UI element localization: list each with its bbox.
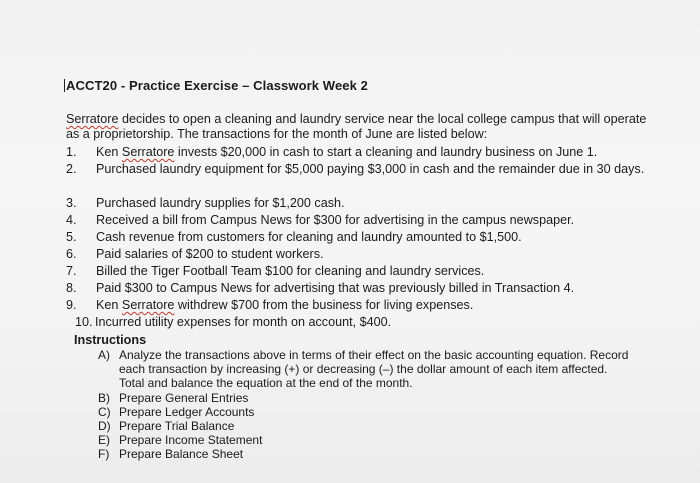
instruction-label: D) (98, 419, 111, 433)
transaction-text: Purchased laundry equipment for $5,000 paying $3,000 in cash and the remainder due in 30 days. (96, 162, 645, 176)
instruction-label: A) (98, 348, 110, 362)
spellcheck-name: Serratore (66, 112, 119, 126)
instruction-text: Analyze the transactions above in terms of their effect on the basic accounting equation. Record each transaction by increasing (+) or decreasing (–) the dollar amount of each item affected. Total and balance the equation at the end of the month. (119, 348, 629, 390)
transaction-number: 8. (66, 281, 77, 295)
title-text: ACCT20 - Practice Exercise – Classwork Week 2 (66, 78, 368, 93)
transaction-number: 3. (66, 196, 77, 210)
transaction-number: 9. (66, 298, 77, 312)
instruction-label: F) (98, 447, 110, 461)
transaction-number: 4. (66, 213, 77, 227)
instruction-text: Prepare Ledger Accounts (119, 405, 255, 419)
instruction-text: Prepare Balance Sheet (119, 447, 244, 461)
instructions-heading: Instructions (74, 333, 147, 347)
text-cursor (64, 79, 65, 92)
transaction-number: 10. (75, 315, 93, 329)
transaction-text: Purchased laundry supplies for $1,200 cash. (96, 196, 345, 210)
transaction-text (96, 145, 656, 160)
instruction-text: Prepare General Entries (119, 391, 249, 405)
spellcheck-name: Serratore (121, 145, 175, 159)
transaction-post: invests $20,000 in cash to start a cleaning and laundry business on June 1. (174, 145, 598, 159)
document-title (64, 78, 368, 93)
transaction-number: 5. (66, 230, 77, 244)
intro-paragraph (66, 112, 656, 142)
transaction-number: 6. (66, 247, 77, 261)
instruction-text: Prepare Income Statement (119, 433, 263, 447)
transaction-text: Paid $300 to Campus News for advertising that was previously billed in Transaction 4. (96, 281, 575, 295)
transaction-post: withdrew $700 from the business for living expenses. (174, 298, 474, 312)
transaction-number: 1. (66, 145, 77, 159)
transaction-text: Billed the Tiger Football Team $100 for cleaning and laundry services. (96, 264, 485, 278)
intro-text: decides to open a cleaning and laundry service near the local college campus that will operate as a proprietorship. The transactions for the month of June are listed below: (66, 112, 647, 141)
transaction-text: Paid salaries of $200 to student workers. (96, 247, 324, 261)
transaction-text: Incurred utility expenses for month on account, $400. (95, 315, 392, 329)
transaction-number: 2. (66, 162, 77, 176)
transaction-pre: Ken (96, 145, 122, 159)
transaction-text: Received a bill from Campus News for $300 for advertising in the campus newspaper. (96, 213, 575, 227)
transaction-pre: Ken (96, 298, 122, 312)
transaction-number: 7. (66, 264, 77, 278)
instruction-label: C) (98, 405, 111, 419)
instruction-text: Prepare Trial Balance (119, 419, 235, 433)
transaction-text: Cash revenue from customers for cleaning and laundry amounted to $1,500. (96, 230, 522, 244)
instruction-label: B) (98, 391, 110, 405)
instruction-label: E) (98, 433, 110, 447)
spellcheck-name: Serratore (121, 298, 175, 312)
transaction-text (96, 298, 656, 313)
